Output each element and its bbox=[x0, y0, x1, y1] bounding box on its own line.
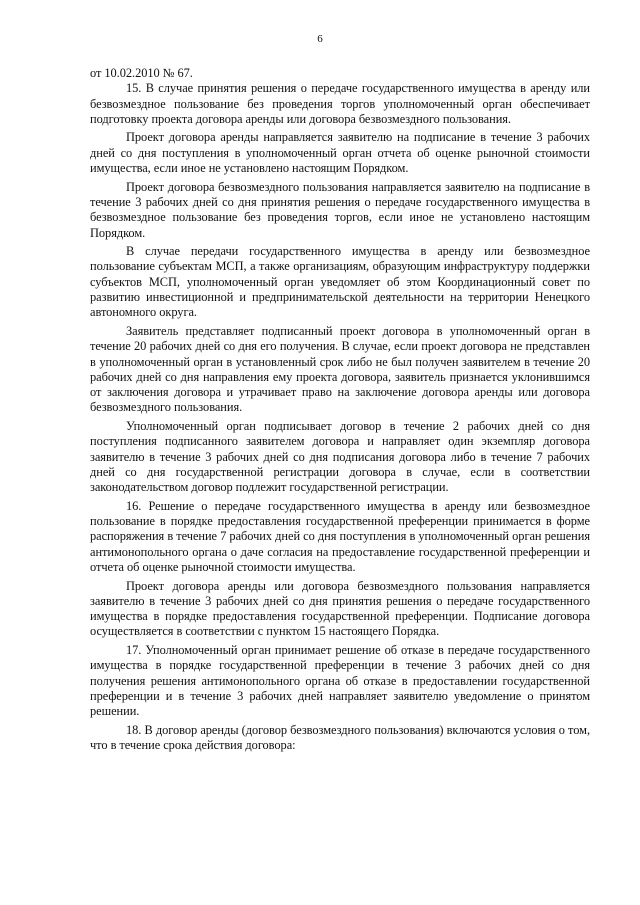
paragraph-msp-notice: В случае передачи государственного имущества в аренду или безвозмездное пользование субъектам МСП, а также организациям, образующим инфраструктуру поддержки субъектов МСП, уполномоченный орган уведомляет об этом Координационный совет по развитию инвестиционной и предпринимательской деятельности на территории Ненецкого автономного округа. bbox=[90, 244, 590, 320]
paragraph-16: 16. Решение о передаче государственного имущества в аренду или безвозмездное пользование в порядке предоставления государственной преференции принимается в форме распоряжения в течение 7 рабочих дней со дня поступления в уполномоченный орган решения антимонопольного органа о даче согласия на предоставление государственной преференции и отчета об оценке рыночной стоимости имущества. bbox=[90, 498, 590, 574]
paragraph-continuation: от 10.02.2010 № 67. bbox=[90, 66, 193, 80]
paragraph-15: 15. В случае принятия решения о передаче государственного имущества в аренду или безвозмездное пользование без проведения торгов уполномоченный орган обеспечивает подготовку проекта договора аренды или договора безвозмездного пользования. bbox=[90, 81, 590, 126]
paragraph-17: 17. Уполномоченный орган принимает решение об отказе в передаче государственного имущества в порядке государственной преференции в течение 3 рабочих дней со дня получения решения антимонопольного органа об отказе в предоставлении государственной преференции и в течение 3 рабочих дней направляет заявителю уведомление о принятом решении. bbox=[90, 643, 590, 719]
page-number: 6 bbox=[317, 33, 323, 45]
paragraph-preference-draft: Проект договора аренды или договора безвозмездного пользования направляется заявителю в течение 3 рабочих дней со дня принятия решения о передаче государственного имущества в порядке предоставления государственной преференции. Подписание договора осуществляется в соответствии с пунктом 15 настоящего Порядка. bbox=[90, 578, 590, 639]
paragraph-authority-signing: Уполномоченный орган подписывает договор в течение 2 рабочих дней со дня поступления подписанного заявителем договора и направляет один экземпляр договора заявителю в течение 3 рабочих дней со дня подписания договора либо в течение 7 рабочих дней со дня государственной регистрации договора в случае, если в соответствии законодательством договор подлежит государственной регистрации. bbox=[90, 419, 590, 495]
paragraph-lease-draft: Проект договора аренды направляется заявителю на подписание в течение 3 рабочих дней со дня поступления в уполномоченный орган отчета об оценке рыночной стоимости имущества, если иное не установлено настоящим Порядком. bbox=[90, 130, 590, 176]
paragraph-applicant-signing: Заявитель представляет подписанный проект договора в уполномоченный орган в течение 20 рабочих дней со дня его получения. В случае, если проект договора не представлен в уполномоченный орган в установленный срок либо не был получен заявителем в течение 20 рабочих дней со дня направления ему проекта договора, заявитель признается уклонившимся от заключения договора и утрачивает право на заключение договора аренды или договора безвозмездного пользования. bbox=[90, 323, 590, 415]
paragraph-free-use-draft: Проект договора безвозмездного пользования направляется заявителю на подписание в течение 3 рабочих дней со дня принятия решения о передаче государственного имущества в безвозмездное пользование без проведения торгов, если иное не установлено настоящим Порядком. bbox=[90, 179, 590, 240]
document-body bbox=[90, 66, 590, 753]
paragraph-18: 18. В договор аренды (договор безвозмездного пользования) включаются условия о том, что в течение срока действия договора: bbox=[90, 722, 590, 753]
